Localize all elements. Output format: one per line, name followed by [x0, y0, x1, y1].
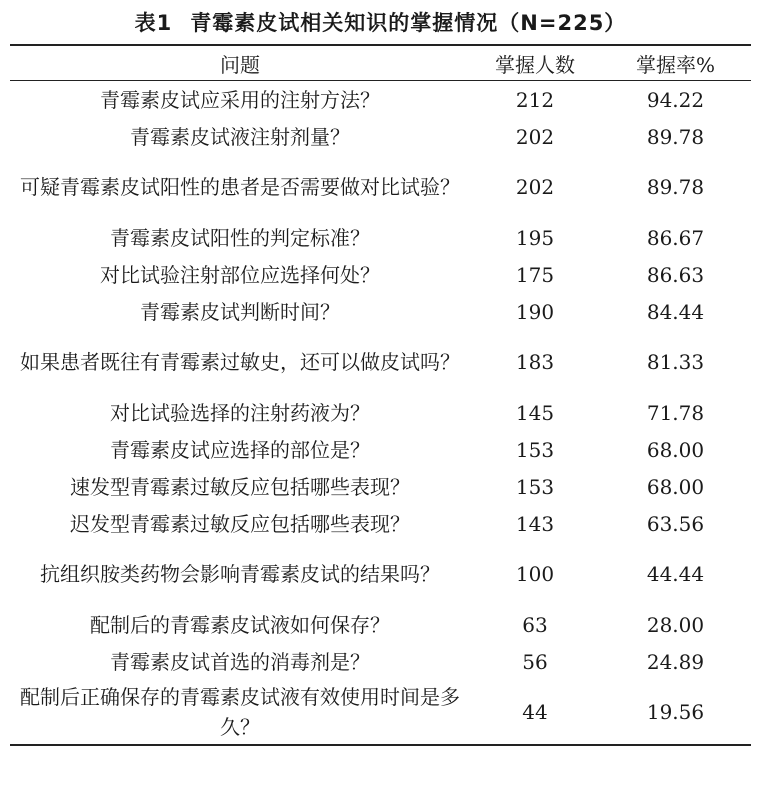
table-row [10, 81, 751, 119]
rate-cell: 63.56 [646, 511, 705, 536]
count-cell: 56 [522, 649, 548, 674]
count-cell: 202 [515, 175, 555, 199]
header-question: 问题 [10, 45, 470, 81]
question-cell: 青霉素皮试液注射剂量？ [130, 124, 350, 149]
rate-cell: 24.89 [646, 649, 705, 674]
table-caption [0, 6, 761, 40]
question-cell: 迟发型青霉素过敏反应包括哪些表现？ [70, 511, 410, 536]
rate-cell: 84.44 [646, 299, 705, 324]
count-cell: 63 [522, 612, 548, 637]
header-row [10, 45, 751, 81]
sample-size-note: （N=225） [498, 11, 627, 35]
question-cell: 对比试验注射部位应选择何处？ [100, 262, 380, 287]
question-cell: 抗组织胺类药物会影响青霉素皮试的结果吗？ [40, 562, 440, 586]
question-cell: 青霉素皮试判断时间？ [140, 299, 340, 324]
count-cell: 145 [515, 400, 555, 425]
question-cell: 可疑青霉素皮试阳性的患者是否需要做对比试验？ [20, 175, 460, 199]
table-row [10, 542, 751, 606]
table-row [10, 431, 751, 468]
count-cell: 190 [515, 299, 555, 324]
question-cell: 青霉素皮试应选择的部位是？ [110, 437, 370, 462]
count-cell: 44 [470, 680, 600, 745]
rate-cell: 86.67 [646, 225, 705, 250]
rate-cell: 94.22 [646, 87, 705, 112]
count-cell: 202 [515, 124, 555, 149]
question-cell: 配制后正确保存的青霉素皮试液有效使用时间是多久？ [10, 680, 470, 745]
count-cell: 143 [515, 511, 555, 536]
table-row [10, 606, 751, 643]
rate-cell: 86.63 [646, 262, 705, 287]
count-cell: 212 [515, 87, 555, 112]
question-cell: 青霉素皮试应采用的注射方法？ [100, 87, 380, 112]
table-row [10, 155, 751, 219]
question-cell: 对比试验选择的注射药液为？ [110, 400, 370, 425]
count-cell: 153 [515, 474, 555, 499]
count-cell: 153 [515, 437, 555, 462]
rate-cell: 68.00 [646, 437, 705, 462]
rate-cell: 68.00 [646, 474, 705, 499]
table-header [10, 45, 751, 81]
table-row [10, 643, 751, 680]
question-cell: 青霉素皮试首选的消毒剂是？ [110, 649, 370, 674]
question-cell: 青霉素皮试阳性的判定标准？ [110, 225, 370, 250]
rate-cell: 89.78 [646, 124, 705, 149]
rate-cell: 44.44 [646, 562, 705, 586]
question-cell: 配制后的青霉素皮试液如何保存？ [90, 612, 390, 637]
table-number: 表1 [134, 11, 173, 35]
count-cell: 175 [515, 262, 555, 287]
count-cell: 195 [515, 225, 555, 250]
count-cell: 183 [515, 350, 555, 374]
table-row [10, 394, 751, 431]
table-row [10, 293, 751, 330]
rate-cell: 89.78 [646, 175, 705, 199]
count-cell: 100 [515, 562, 555, 586]
question-cell: 速发型青霉素过敏反应包括哪些表现？ [70, 474, 410, 499]
table-row [10, 118, 751, 155]
table-row [10, 468, 751, 505]
table-row [10, 256, 751, 293]
table-body [10, 81, 751, 746]
knowledge-table [10, 44, 751, 746]
rate-cell: 81.33 [646, 350, 705, 374]
header-rate: 掌握率% [600, 45, 751, 81]
question-cell: 如果患者既往有青霉素过敏史，还可以做皮试吗？ [20, 350, 460, 374]
table-title: 青霉素皮试相关知识的掌握情况 [190, 11, 499, 35]
rate-cell: 19.56 [600, 680, 751, 745]
header-count: 掌握人数 [470, 45, 600, 81]
table-row [10, 219, 751, 256]
table-row [10, 505, 751, 542]
rate-cell: 28.00 [646, 612, 705, 637]
table-row [10, 330, 751, 394]
rate-cell: 71.78 [646, 400, 705, 425]
table-row [10, 680, 751, 745]
